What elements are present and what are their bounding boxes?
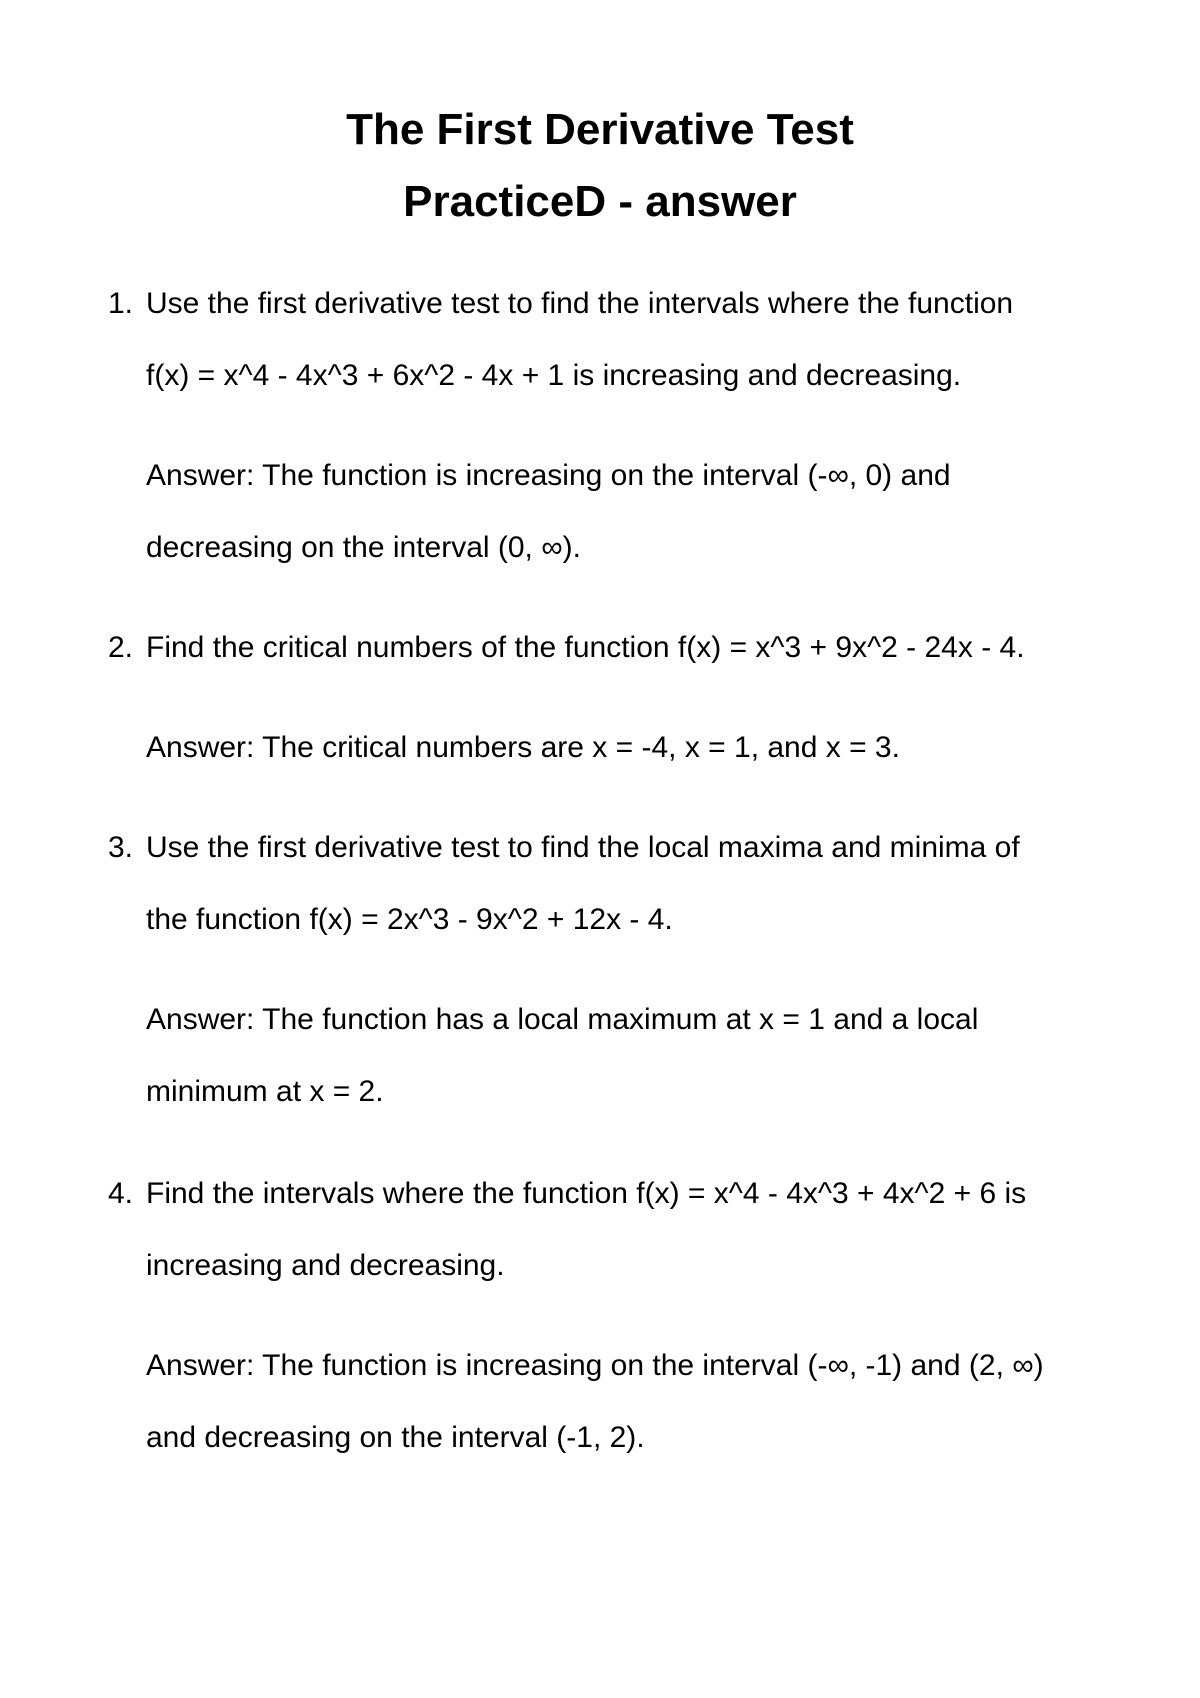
answer-text-line: and decreasing on the interval (-1, 2).	[146, 1421, 645, 1454]
question-text-line: Use the first derivative test to find the local maxima and minima of	[146, 831, 1020, 864]
answer-text-line: Answer: The function is increasing on the interval (-∞, 0) and	[146, 459, 951, 492]
question-text-line: increasing and decreasing.	[146, 1249, 505, 1282]
question-text-line: the function f(x) = 2x^3 - 9x^2 + 12x - 4.	[146, 903, 673, 936]
document-subtitle: PracticeD - answer	[403, 177, 797, 226]
question-number: 4.	[108, 1177, 134, 1210]
document-title: The First Derivative Test	[346, 105, 854, 154]
answer-text-line: Answer: The function is increasing on the interval (-∞, -1) and (2, ∞)	[146, 1349, 1044, 1382]
question-number: 3.	[108, 831, 134, 864]
answer-text-line: minimum at x = 2.	[146, 1075, 384, 1108]
answer-text-line: Answer: The critical numbers are x = -4, x = 1, and x = 3.	[146, 731, 900, 764]
question-number: 2.	[108, 631, 134, 664]
answer-text-line: decreasing on the interval (0, ∞).	[146, 531, 581, 564]
question-text-line: f(x) = x^4 - 4x^3 + 6x^2 - 4x + 1 is increasing and decreasing.	[146, 359, 962, 392]
question-text-line: Find the critical numbers of the function f(x) = x^3 + 9x^2 - 24x - 4.	[146, 631, 1025, 664]
question-text-line: Find the intervals where the function f(x) = x^4 - 4x^3 + 4x^2 + 6 is	[146, 1177, 1027, 1210]
question-text-line: Use the first derivative test to find the intervals where the function	[146, 287, 1014, 320]
answer-text-line: Answer: The function has a local maximum at x = 1 and a local	[146, 1003, 979, 1036]
question-number: 1.	[108, 287, 134, 320]
